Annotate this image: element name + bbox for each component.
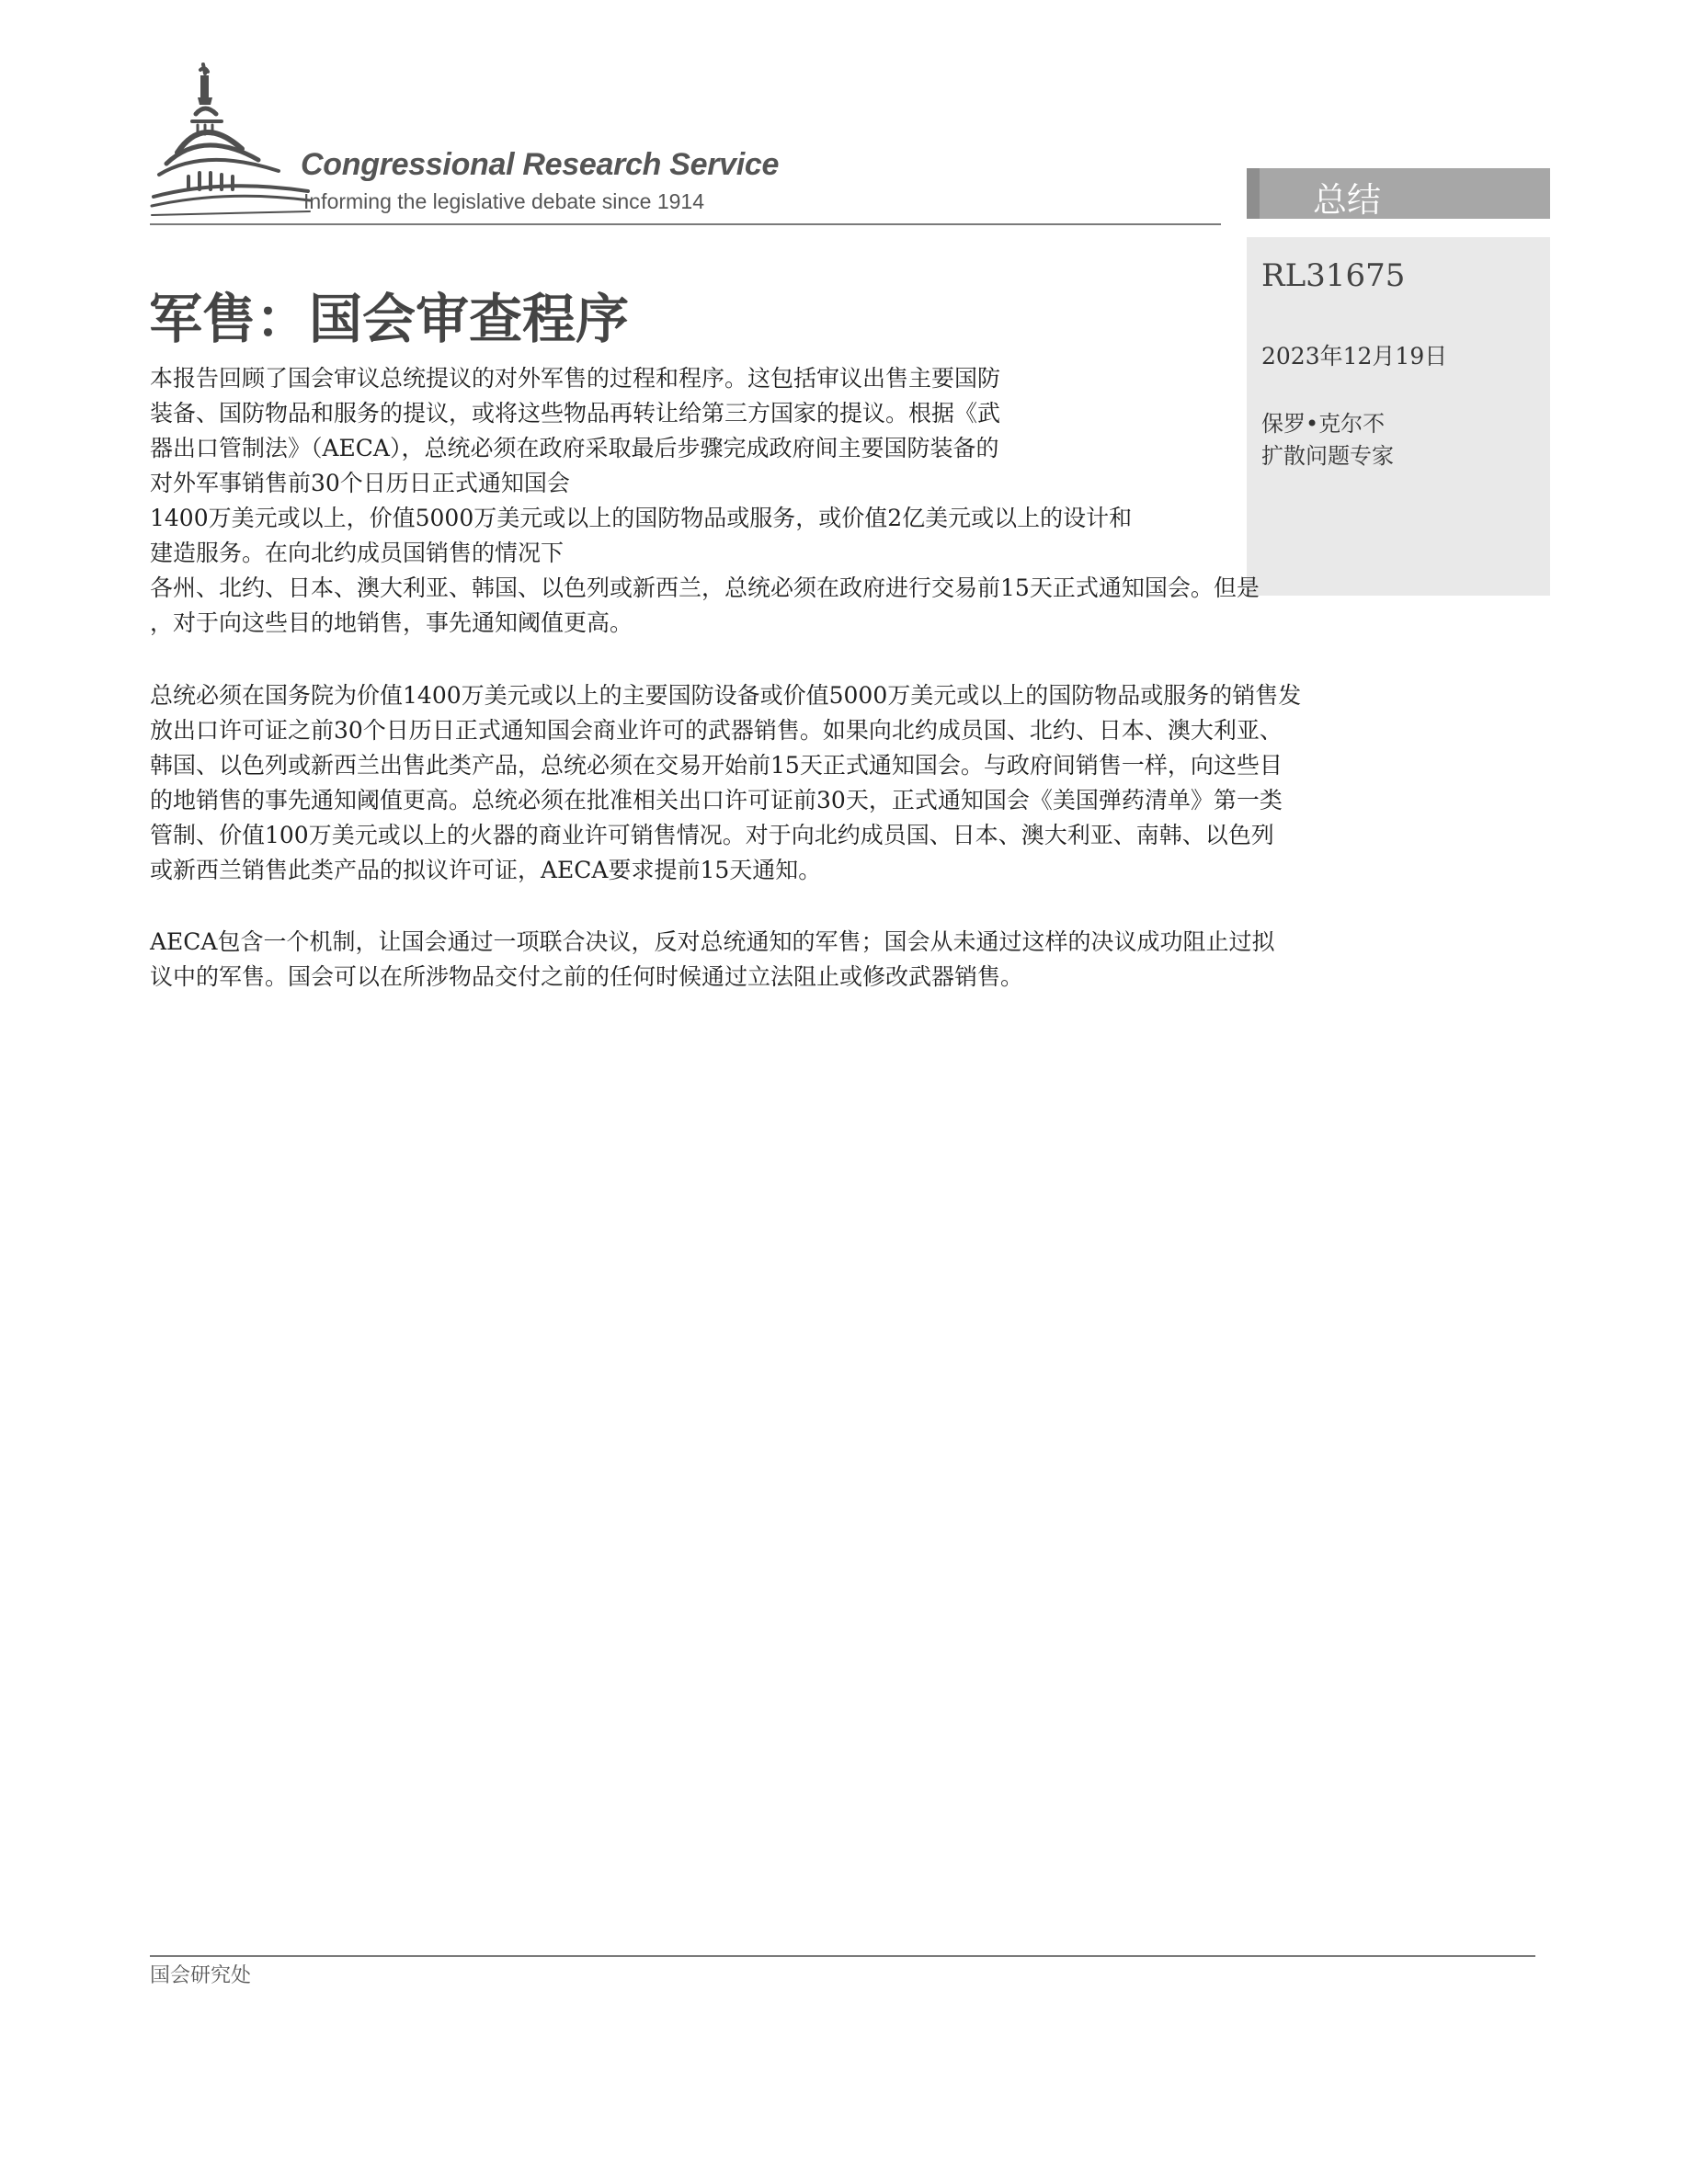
paragraph-1-line: 器出口管制法》（AECA），总统必须在政府采取最后步骤完成政府间主要国防装备的 (150, 435, 999, 461)
footer-text: 国会研究处 (150, 1964, 252, 1987)
summary-tab-label: 总结 (1313, 180, 1381, 220)
paragraph-2-line: 管制、价值100万美元或以上的火器的商业许可销售情况。对于向北约成员国、日本、澳大利亚、南韩、以色列 (150, 822, 1274, 848)
paragraph-3-line: AECA包含一个机制，让国会通过一项联合决议，反对总统通知的军售；国会从未通过这样的决议成功阻止过拟 (150, 928, 1275, 955)
author-title: 扩散问题专家 (1261, 443, 1394, 469)
paragraph-1-line: 装备、国防物品和服务的提议，或将这些物品再转让给第三方国家的提议。根据《武 (150, 400, 1001, 427)
header-divider (150, 223, 1221, 225)
paragraph-2-line: 放出口许可证之前30个日历日正式通知国会商业许可的武器销售。如果向北约成员国、北约、日本、澳大利亚、 (150, 717, 1283, 744)
report-info-sidebar (1247, 237, 1550, 596)
brand-name: Congressional Research Service (301, 147, 780, 182)
paragraph-2-line: 或新西兰销售此类产品的拟议许可证，AECA要求提前15天通知。 (150, 857, 822, 883)
footer-divider (150, 1955, 1535, 1957)
author-name: 保罗•克尔不 (1261, 411, 1386, 437)
paragraph-1-line: 建造服务。在向北约成员国销售的情况下 (150, 540, 565, 566)
paragraph-3-line: 议中的军售。国会可以在所涉物品交付之前的任何时候通过立法阻止或修改武器销售。 (150, 963, 1024, 990)
paragraph-1-line: 各州、北约、日本、澳大利亚、韩国、以色列或新西兰，总统必须在政府进行交易前15天正式通知国会。但是 (150, 574, 1260, 601)
capitol-dome-icon (150, 61, 311, 222)
report-date: 2023年12月19日 (1261, 343, 1448, 370)
paragraph-1-line: 对外军事销售前30个日历日正式通知国会 (150, 470, 570, 496)
paragraph-1-line: 本报告回顾了国会审议总统提议的对外军售的过程和程序。这包括审议出售主要国防 (150, 365, 1001, 392)
paragraph-2-line: 韩国、以色列或新西兰出售此类产品，总统必须在交易开始前15天正式通知国会。与政府间销售一样，向这些目 (150, 752, 1283, 779)
paragraph-1-line: ，对于向这些目的地销售，事先通知阈值更高。 (150, 609, 633, 636)
page-title: 军售：国会审查程序 (149, 288, 630, 350)
paragraph-2-line: 的地销售的事先通知阈值更高。总统必须在批准相关出口许可证前30天，正式通知国会《美国弹药清单》第一类 (150, 787, 1283, 813)
report-number: RL31675 (1261, 257, 1406, 294)
paragraph-2-line: 总统必须在国务院为价值1400万美元或以上的主要国防设备或价值5000万美元或以上的国防物品或服务的销售发 (150, 682, 1302, 709)
paragraph-1-line: 1400万美元或以上，价值5000万美元或以上的国防物品或服务，或价值2亿美元或以上的设计和 (150, 505, 1133, 531)
brand-tagline: Informing the legislative debate since 1914 (303, 189, 705, 213)
summary-tab (1247, 168, 1550, 219)
